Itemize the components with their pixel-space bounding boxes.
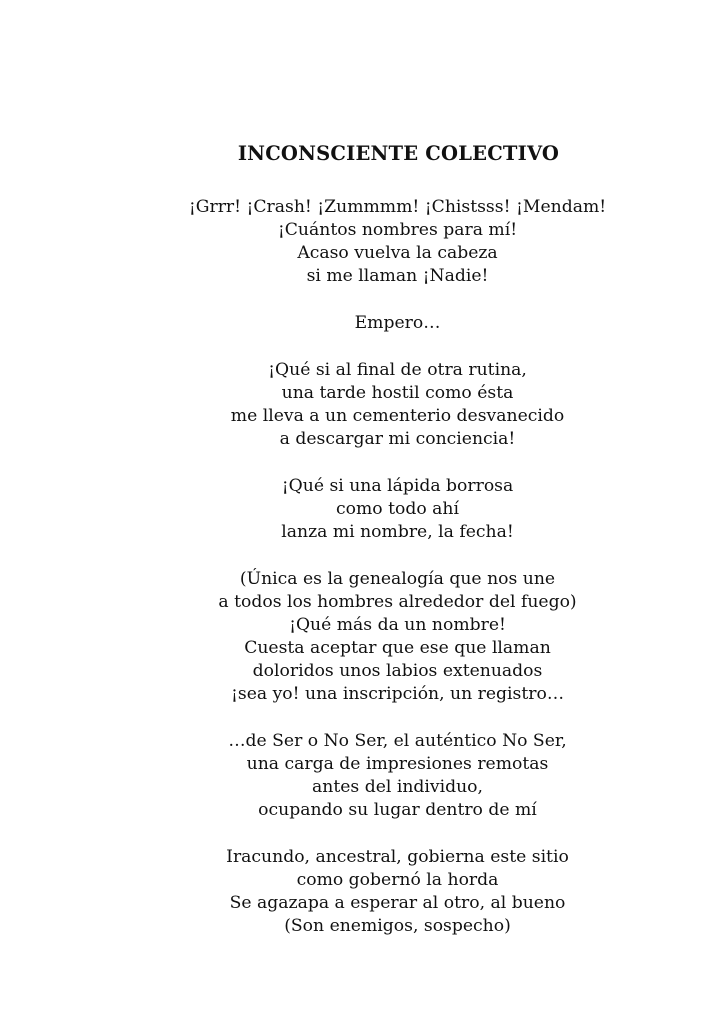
poem-line: doloridos unos labios extenuados xyxy=(252,661,543,681)
poem-line: lanza mi nombre, la fecha! xyxy=(281,522,514,542)
stanza-2 xyxy=(110,312,685,335)
poem-line: ¡Cuántos nombres para mí! xyxy=(277,220,518,240)
poem-line: ¡Qué más da un nombre! xyxy=(289,615,506,635)
stanza-4 xyxy=(110,475,685,544)
stanza-5 xyxy=(110,568,685,706)
poem-line: (Única es la genealogía que nos une xyxy=(239,569,556,589)
poem-line: me lleva a un cementerio desvanecido xyxy=(230,406,565,426)
poem-line: ¡Qué si al final de otra rutina, xyxy=(268,360,527,380)
poem-line: Empero… xyxy=(354,313,441,333)
poem-line: ¡Qué si una lápida borrosa xyxy=(281,476,514,496)
poem-line: (Son enemigos, sospecho) xyxy=(284,916,511,936)
poem-line: a todos los hombres alrededor del fuego) xyxy=(218,592,577,612)
poem-line: a descargar mi conciencia! xyxy=(279,429,516,449)
poem-line: antes del individuo, xyxy=(312,777,483,797)
stanza-1 xyxy=(110,196,685,288)
poem-line: …de Ser o No Ser, el auténtico No Ser, xyxy=(228,731,567,751)
poem-line: Cuesta aceptar que ese que llaman xyxy=(244,638,551,658)
stanza-3 xyxy=(110,359,685,451)
stanza-6 xyxy=(110,730,685,822)
poem-line: Se agazapa a esperar al otro, al bueno xyxy=(229,893,566,913)
poem-line: Iracundo, ancestral, gobierna este sitio xyxy=(226,847,569,867)
poem-line: Acaso vuelva la cabeza xyxy=(297,243,498,263)
poem-line: ¡Grrr! ¡Crash! ¡Zummmm! ¡Chistsss! ¡Mendam! xyxy=(188,197,607,217)
poem-line: una carga de impresiones remotas xyxy=(246,754,549,774)
poem xyxy=(110,142,685,962)
stanza-7 xyxy=(110,846,685,938)
poem-line: si me llaman ¡Nadie! xyxy=(306,266,489,286)
poem-line: como gobernó la horda xyxy=(296,870,499,890)
poem-line: como todo ahí xyxy=(336,499,459,519)
poem-line: ¡sea yo! una inscripción, un registro… xyxy=(230,684,565,704)
poem-title: INCONSCIENTE COLECTIVO xyxy=(237,142,560,165)
poem-line: ocupando su lugar dentro de mí xyxy=(258,800,537,820)
poem-line: una tarde hostil como ésta xyxy=(281,383,514,403)
